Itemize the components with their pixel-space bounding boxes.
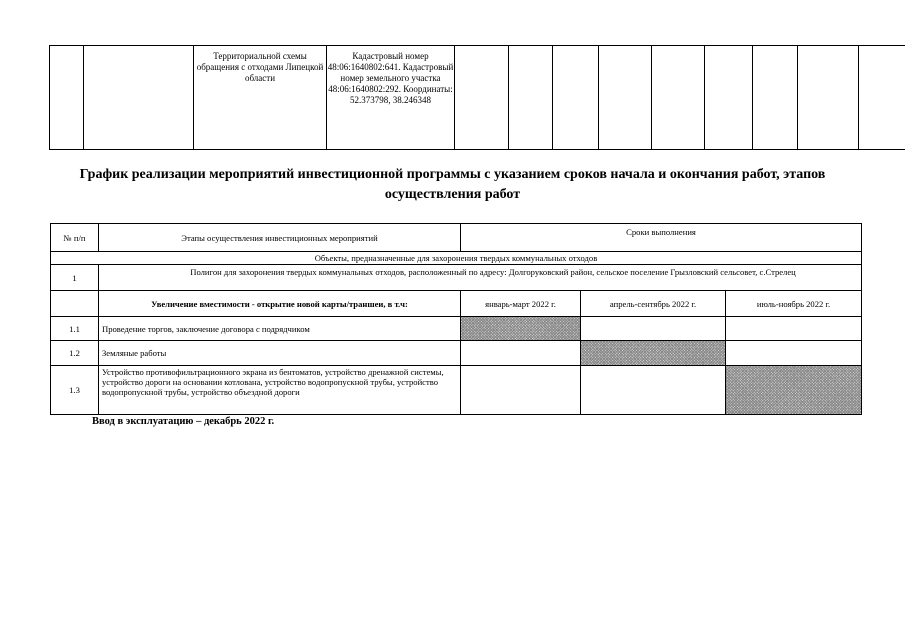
row-stage: Земляные работы (99, 341, 461, 366)
table-row (51, 341, 862, 366)
empty-cell (455, 46, 509, 150)
gantt-cell (461, 317, 581, 341)
gantt-cell (581, 341, 726, 366)
row-num: 1.1 (51, 317, 99, 341)
gantt-cell (581, 317, 726, 341)
section-title: Объекты, предназначенные для захоронения твердых коммунальных отходов (51, 252, 862, 265)
scheme-reference-cell: Территориальной схемы обращения с отходами Липецкой области (194, 46, 327, 150)
previous-table-row (49, 45, 905, 150)
empty-cell (51, 291, 99, 317)
header-num: № п/п (51, 224, 99, 252)
empty-cell (599, 46, 652, 150)
empty-cell (50, 46, 84, 150)
period-1-label: январь-март 2022 г. (461, 291, 581, 317)
empty-cell (859, 46, 905, 150)
header-stages: Этапы осуществления инвестиционных мероприятий (99, 224, 461, 252)
gantt-cell (461, 341, 581, 366)
subheader-label: Увеличение вместимости - открытие новой карты/траншеи, в т.ч: (99, 291, 461, 317)
gantt-cell (581, 366, 726, 415)
header-terms: Сроки выполнения (461, 224, 862, 252)
empty-cell (652, 46, 705, 150)
gantt-cell (726, 366, 862, 415)
table-row (51, 366, 862, 415)
period-3-label: июль-ноябрь 2022 г. (726, 291, 862, 317)
gantt-cell (726, 341, 862, 366)
empty-cell (84, 46, 194, 150)
empty-cell (509, 46, 553, 150)
row-num: 1.3 (51, 366, 99, 415)
period-2-label: апрель-сентябрь 2022 г. (581, 291, 726, 317)
gantt-cell (461, 366, 581, 415)
document-heading: График реализации мероприятий инвестиционной программы с указанием сроков начала и окончания работ, этапов осуществления работ (79, 167, 826, 202)
row-num: 1.2 (51, 341, 99, 366)
object-num: 1 (51, 265, 99, 291)
cadastral-info-cell: Кадастровый номер 48:06:1640802:641. Кадастровый номер земельного участка 48:06:1640802:292. Координаты: 52.373798, 38.246348 (327, 46, 455, 150)
object-description: Полигон для захоронения твердых коммунальных отходов, расположенный по адресу: Долгоруковский район, сельское поселение Грызловский сельсовет, с.Стрелец (99, 265, 862, 291)
empty-cell (705, 46, 753, 150)
row-stage: Проведение торгов, заключение договора с подрядчиком (99, 317, 461, 341)
commissioning-note: Ввод в эксплуатацию – декабрь 2022 г. (92, 416, 275, 427)
gantt-cell (726, 317, 862, 341)
empty-cell (798, 46, 859, 150)
empty-cell (753, 46, 798, 150)
row-stage: Устройство противофильтрационного экрана из бентоматов, устройство дренажной системы, устройство дороги на основании котлована, устройство водопропускной трубы, устройство водопропускной трубы, устройство объездной дороги (99, 366, 461, 415)
empty-cell (553, 46, 599, 150)
table-row (51, 317, 862, 341)
schedule-table (50, 223, 862, 415)
